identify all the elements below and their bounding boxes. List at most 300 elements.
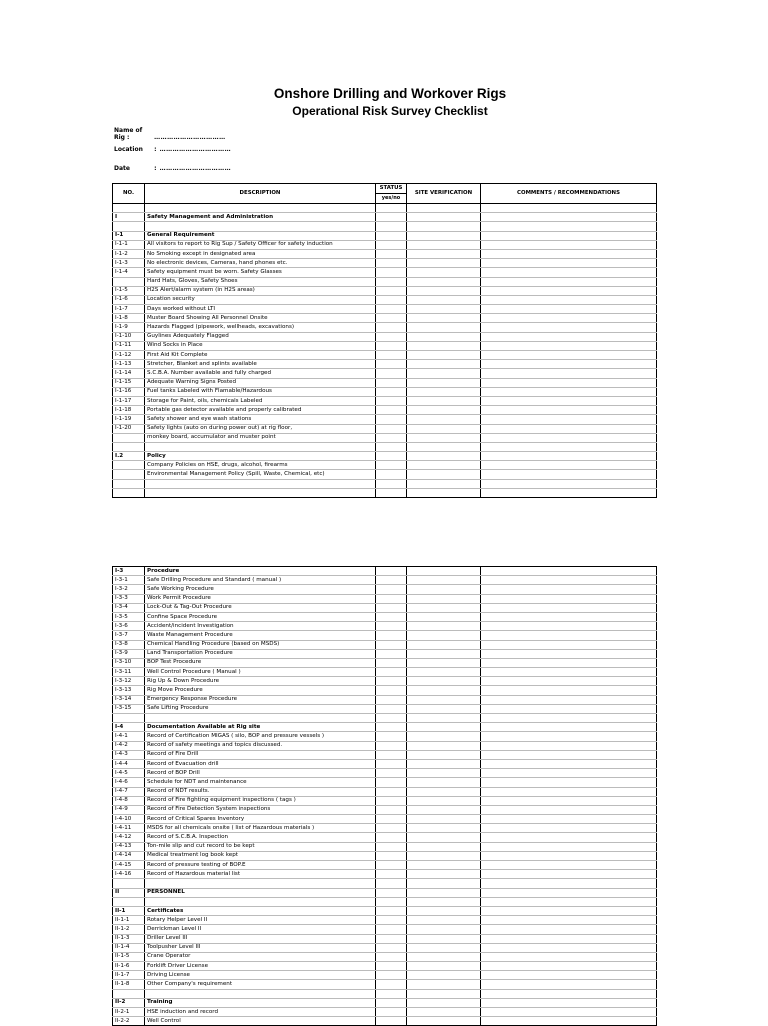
- comments-cell[interactable]: [481, 341, 657, 350]
- comments-cell[interactable]: [481, 470, 657, 479]
- row-number: I-3-4: [113, 603, 145, 612]
- site-verification-cell[interactable]: [407, 723, 481, 732]
- comments-cell[interactable]: [481, 231, 657, 240]
- field-value[interactable]: : ……………………………: [154, 165, 232, 172]
- comments-cell[interactable]: [481, 369, 657, 378]
- comments-cell[interactable]: [481, 796, 657, 805]
- comments-cell[interactable]: [481, 695, 657, 704]
- status-cell[interactable]: [376, 351, 407, 360]
- status-cell[interactable]: [376, 341, 407, 350]
- status-cell[interactable]: [376, 249, 407, 258]
- status-cell[interactable]: [376, 769, 407, 778]
- comments-cell[interactable]: [481, 1008, 657, 1017]
- status-cell[interactable]: [376, 640, 407, 649]
- site-verification-cell[interactable]: [407, 204, 481, 213]
- comments-cell[interactable]: [481, 962, 657, 971]
- status-cell[interactable]: [376, 612, 407, 621]
- status-cell[interactable]: [376, 925, 407, 934]
- site-verification-cell[interactable]: [407, 259, 481, 268]
- site-verification-cell[interactable]: [407, 870, 481, 879]
- status-cell[interactable]: [376, 998, 407, 1007]
- comments-cell[interactable]: [481, 943, 657, 952]
- site-verification-cell[interactable]: [407, 640, 481, 649]
- status-cell[interactable]: [376, 962, 407, 971]
- status-cell[interactable]: [376, 815, 407, 824]
- comments-cell[interactable]: [481, 567, 657, 576]
- table-row: [113, 351, 657, 360]
- comments-cell[interactable]: [481, 824, 657, 833]
- status-cell[interactable]: [376, 240, 407, 249]
- row-number: I-1-20: [113, 424, 145, 433]
- site-verification-cell[interactable]: [407, 989, 481, 998]
- table-row: [113, 732, 657, 741]
- site-verification-cell[interactable]: [407, 1008, 481, 1017]
- site-verification-cell[interactable]: [407, 612, 481, 621]
- status-cell[interactable]: [376, 943, 407, 952]
- row-number: I-3-5: [113, 612, 145, 621]
- comments-cell[interactable]: [481, 305, 657, 314]
- table-row: [113, 704, 657, 713]
- site-verification-cell[interactable]: [407, 962, 481, 971]
- site-verification-cell[interactable]: [407, 714, 481, 723]
- comments-cell[interactable]: [481, 980, 657, 989]
- site-verification-cell[interactable]: [407, 470, 481, 479]
- site-verification-cell[interactable]: [407, 943, 481, 952]
- table-row: [113, 980, 657, 989]
- status-cell[interactable]: [376, 277, 407, 286]
- row-description: Record of Evacuation drill: [145, 759, 376, 768]
- status-cell[interactable]: [376, 567, 407, 576]
- comments-cell[interactable]: [481, 240, 657, 249]
- table-row: [113, 741, 657, 750]
- site-verification-cell[interactable]: [407, 925, 481, 934]
- table-row: [113, 686, 657, 695]
- status-cell[interactable]: [376, 824, 407, 833]
- site-verification-cell[interactable]: [407, 341, 481, 350]
- row-number: I-3-3: [113, 594, 145, 603]
- table-row: [113, 249, 657, 258]
- status-cell[interactable]: [376, 424, 407, 433]
- row-description: Derrickman Level II: [145, 925, 376, 934]
- status-cell[interactable]: [376, 378, 407, 387]
- status-cell[interactable]: [376, 622, 407, 631]
- row-number: II-2: [113, 998, 145, 1007]
- comments-cell[interactable]: [481, 213, 657, 222]
- status-cell[interactable]: [376, 695, 407, 704]
- site-verification-cell[interactable]: [407, 759, 481, 768]
- site-verification-cell[interactable]: [407, 704, 481, 713]
- comments-cell[interactable]: [481, 360, 657, 369]
- status-cell[interactable]: [376, 314, 407, 323]
- site-verification-cell[interactable]: [407, 295, 481, 304]
- status-cell[interactable]: [376, 323, 407, 332]
- status-cell[interactable]: [376, 759, 407, 768]
- row-description: No Smoking except in designated area: [145, 249, 376, 258]
- header-no: NO.: [113, 184, 145, 204]
- comments-cell[interactable]: [481, 815, 657, 824]
- status-cell[interactable]: [376, 415, 407, 424]
- comments-cell[interactable]: [481, 406, 657, 415]
- status-cell[interactable]: [376, 1017, 407, 1026]
- comments-cell[interactable]: [481, 351, 657, 360]
- site-verification-cell[interactable]: [407, 750, 481, 759]
- field-value[interactable]: ……………………………: [154, 134, 226, 141]
- site-verification-cell[interactable]: [407, 778, 481, 787]
- status-cell[interactable]: [376, 677, 407, 686]
- table-row: [113, 971, 657, 980]
- status-cell[interactable]: [376, 259, 407, 268]
- comments-cell[interactable]: [481, 378, 657, 387]
- comments-cell[interactable]: [481, 314, 657, 323]
- site-verification-cell[interactable]: [407, 934, 481, 943]
- status-cell[interactable]: [376, 714, 407, 723]
- comments-cell[interactable]: [481, 778, 657, 787]
- comments-cell[interactable]: [481, 769, 657, 778]
- status-cell[interactable]: [376, 668, 407, 677]
- comments-cell[interactable]: [481, 750, 657, 759]
- table-row: [113, 934, 657, 943]
- row-number: [113, 433, 145, 442]
- status-cell[interactable]: [376, 916, 407, 925]
- table-row: [113, 332, 657, 341]
- site-verification-cell[interactable]: [407, 332, 481, 341]
- status-cell[interactable]: [376, 1008, 407, 1017]
- comments-cell[interactable]: [481, 396, 657, 405]
- site-verification-cell[interactable]: [407, 249, 481, 258]
- comments-cell[interactable]: [481, 952, 657, 961]
- comments-cell[interactable]: [481, 612, 657, 621]
- comments-cell[interactable]: [481, 649, 657, 658]
- comments-cell[interactable]: [481, 603, 657, 612]
- site-verification-cell[interactable]: [407, 769, 481, 778]
- status-cell[interactable]: [376, 488, 407, 497]
- row-description: Accident/incident Investigation: [145, 622, 376, 631]
- table-row: [113, 567, 657, 576]
- site-verification-cell[interactable]: [407, 286, 481, 295]
- status-cell[interactable]: [376, 231, 407, 240]
- status-cell[interactable]: [376, 732, 407, 741]
- site-verification-cell[interactable]: [407, 861, 481, 870]
- site-verification-cell[interactable]: [407, 442, 481, 451]
- site-verification-cell[interactable]: [407, 360, 481, 369]
- field-value[interactable]: : ……………………………: [154, 146, 232, 153]
- comments-cell[interactable]: [481, 989, 657, 998]
- status-cell[interactable]: [376, 750, 407, 759]
- site-verification-cell[interactable]: [407, 415, 481, 424]
- site-verification-cell[interactable]: [407, 686, 481, 695]
- status-cell[interactable]: [376, 585, 407, 594]
- comments-cell[interactable]: [481, 934, 657, 943]
- status-cell[interactable]: [376, 631, 407, 640]
- status-cell[interactable]: [376, 796, 407, 805]
- status-cell[interactable]: [376, 479, 407, 488]
- site-verification-cell[interactable]: [407, 479, 481, 488]
- status-cell[interactable]: [376, 934, 407, 943]
- site-verification-cell[interactable]: [407, 277, 481, 286]
- site-verification-cell[interactable]: [407, 594, 481, 603]
- site-verification-cell[interactable]: [407, 314, 481, 323]
- site-verification-cell[interactable]: [407, 851, 481, 860]
- comments-cell[interactable]: [481, 631, 657, 640]
- row-number: I-1-8: [113, 314, 145, 323]
- status-cell[interactable]: [376, 971, 407, 980]
- site-verification-cell[interactable]: [407, 658, 481, 667]
- site-verification-cell[interactable]: [407, 879, 481, 888]
- site-verification-cell[interactable]: [407, 998, 481, 1007]
- comments-cell[interactable]: [481, 805, 657, 814]
- row-number: I-3-1: [113, 576, 145, 585]
- status-cell[interactable]: [376, 461, 407, 470]
- comments-cell[interactable]: [481, 732, 657, 741]
- row-number: II-1-2: [113, 925, 145, 934]
- site-verification-cell[interactable]: [407, 231, 481, 240]
- status-cell[interactable]: [376, 879, 407, 888]
- status-cell[interactable]: [376, 360, 407, 369]
- comments-cell[interactable]: [481, 479, 657, 488]
- site-verification-cell[interactable]: [407, 668, 481, 677]
- site-verification-cell[interactable]: [407, 805, 481, 814]
- status-cell[interactable]: [376, 686, 407, 695]
- comments-cell[interactable]: [481, 658, 657, 667]
- table-row: [113, 259, 657, 268]
- site-verification-cell[interactable]: [407, 424, 481, 433]
- row-description: [145, 989, 376, 998]
- comments-cell[interactable]: [481, 424, 657, 433]
- row-description: Days worked without LTI: [145, 305, 376, 314]
- row-description: Record of Fire Detection System inspections: [145, 805, 376, 814]
- comments-cell[interactable]: [481, 488, 657, 497]
- status-cell[interactable]: [376, 906, 407, 915]
- comments-cell[interactable]: [481, 759, 657, 768]
- comments-cell[interactable]: [481, 833, 657, 842]
- site-verification-cell[interactable]: [407, 396, 481, 405]
- status-cell[interactable]: [376, 980, 407, 989]
- site-verification-cell[interactable]: [407, 351, 481, 360]
- site-verification-cell[interactable]: [407, 240, 481, 249]
- status-cell[interactable]: [376, 594, 407, 603]
- site-verification-cell[interactable]: [407, 833, 481, 842]
- row-description: Record of pressure testing of BOP.E: [145, 861, 376, 870]
- comments-cell[interactable]: [481, 222, 657, 231]
- row-description: [145, 204, 376, 213]
- status-cell[interactable]: [376, 286, 407, 295]
- row-description: BOP Test Procedure: [145, 658, 376, 667]
- comments-cell[interactable]: [481, 332, 657, 341]
- site-verification-cell[interactable]: [407, 741, 481, 750]
- comments-cell[interactable]: [481, 295, 657, 304]
- site-verification-cell[interactable]: [407, 649, 481, 658]
- site-verification-cell[interactable]: [407, 815, 481, 824]
- row-description: Toolpusher Level III: [145, 943, 376, 952]
- site-verification-cell[interactable]: [407, 1017, 481, 1026]
- site-verification-cell[interactable]: [407, 323, 481, 332]
- row-description: Safety equipment must be worn. Safety Glasses: [145, 268, 376, 277]
- site-verification-cell[interactable]: [407, 603, 481, 612]
- status-cell[interactable]: [376, 851, 407, 860]
- comments-cell[interactable]: [481, 640, 657, 649]
- row-description: No electronic devices, Cameras, hand phones etc.: [145, 259, 376, 268]
- site-verification-cell[interactable]: [407, 576, 481, 585]
- comments-cell[interactable]: [481, 677, 657, 686]
- comments-cell[interactable]: [481, 286, 657, 295]
- site-verification-cell[interactable]: [407, 433, 481, 442]
- comments-cell[interactable]: [481, 415, 657, 424]
- comments-cell[interactable]: [481, 916, 657, 925]
- status-cell[interactable]: [376, 452, 407, 461]
- status-cell[interactable]: [376, 888, 407, 897]
- status-cell[interactable]: [376, 387, 407, 396]
- table-row: [113, 925, 657, 934]
- site-verification-cell[interactable]: [407, 622, 481, 631]
- status-cell[interactable]: [376, 952, 407, 961]
- status-cell[interactable]: [376, 861, 407, 870]
- comments-cell[interactable]: [481, 704, 657, 713]
- status-cell[interactable]: [376, 295, 407, 304]
- comments-cell[interactable]: [481, 925, 657, 934]
- status-cell[interactable]: [376, 603, 407, 612]
- comments-cell[interactable]: [481, 971, 657, 980]
- comments-cell[interactable]: [481, 259, 657, 268]
- comments-cell[interactable]: [481, 741, 657, 750]
- comments-cell[interactable]: [481, 906, 657, 915]
- comments-cell[interactable]: [481, 622, 657, 631]
- comments-cell[interactable]: [481, 204, 657, 213]
- status-cell[interactable]: [376, 369, 407, 378]
- comments-cell[interactable]: [481, 576, 657, 585]
- header-status: [376, 184, 407, 204]
- site-verification-cell[interactable]: [407, 796, 481, 805]
- status-cell[interactable]: [376, 442, 407, 451]
- site-verification-cell[interactable]: [407, 952, 481, 961]
- row-description: [145, 879, 376, 888]
- table-row: [113, 668, 657, 677]
- status-cell[interactable]: [376, 470, 407, 479]
- status-cell[interactable]: [376, 649, 407, 658]
- status-cell[interactable]: [376, 805, 407, 814]
- status-cell[interactable]: [376, 842, 407, 851]
- comments-cell[interactable]: [481, 433, 657, 442]
- status-cell[interactable]: [376, 787, 407, 796]
- comments-cell[interactable]: [481, 686, 657, 695]
- status-cell[interactable]: [376, 406, 407, 415]
- status-cell[interactable]: [376, 213, 407, 222]
- site-verification-cell[interactable]: [407, 488, 481, 497]
- status-cell[interactable]: [376, 658, 407, 667]
- comments-cell[interactable]: [481, 723, 657, 732]
- site-verification-cell[interactable]: [407, 980, 481, 989]
- comments-cell[interactable]: [481, 585, 657, 594]
- row-number: II-1-6: [113, 962, 145, 971]
- status-cell[interactable]: [376, 989, 407, 998]
- status-cell[interactable]: [376, 576, 407, 585]
- comments-cell[interactable]: [481, 879, 657, 888]
- table-row: [113, 1008, 657, 1017]
- site-verification-cell[interactable]: [407, 378, 481, 387]
- site-verification-cell[interactable]: [407, 452, 481, 461]
- site-verification-cell[interactable]: [407, 897, 481, 906]
- comments-cell[interactable]: [481, 888, 657, 897]
- status-cell[interactable]: [376, 723, 407, 732]
- status-cell[interactable]: [376, 897, 407, 906]
- table-row: [113, 594, 657, 603]
- comments-cell[interactable]: [481, 998, 657, 1007]
- comments-cell[interactable]: [481, 861, 657, 870]
- row-number: II-1-7: [113, 971, 145, 980]
- row-number: [113, 470, 145, 479]
- status-cell[interactable]: [376, 433, 407, 442]
- status-cell[interactable]: [376, 870, 407, 879]
- status-cell[interactable]: [376, 268, 407, 277]
- comments-cell[interactable]: [481, 461, 657, 470]
- site-verification-cell[interactable]: [407, 842, 481, 851]
- row-description: H2S Alert/alarm system (in H2S areas): [145, 286, 376, 295]
- status-cell[interactable]: [376, 305, 407, 314]
- comments-cell[interactable]: [481, 442, 657, 451]
- comments-cell[interactable]: [481, 897, 657, 906]
- comments-cell[interactable]: [481, 594, 657, 603]
- row-description: Stretcher, Blanket and splints available: [145, 360, 376, 369]
- comments-cell[interactable]: [481, 277, 657, 286]
- comments-cell[interactable]: [481, 842, 657, 851]
- comments-cell[interactable]: [481, 249, 657, 258]
- comments-cell[interactable]: [481, 787, 657, 796]
- site-verification-cell[interactable]: [407, 387, 481, 396]
- comments-cell[interactable]: [481, 870, 657, 879]
- site-verification-cell[interactable]: [407, 369, 481, 378]
- site-verification-cell[interactable]: [407, 916, 481, 925]
- site-verification-cell[interactable]: [407, 222, 481, 231]
- status-cell[interactable]: [376, 332, 407, 341]
- status-cell[interactable]: [376, 204, 407, 213]
- site-verification-cell[interactable]: [407, 406, 481, 415]
- site-verification-cell[interactable]: [407, 268, 481, 277]
- status-cell[interactable]: [376, 833, 407, 842]
- site-verification-cell[interactable]: [407, 213, 481, 222]
- field-label: Location: [114, 146, 143, 153]
- site-verification-cell[interactable]: [407, 585, 481, 594]
- comments-cell[interactable]: [481, 452, 657, 461]
- site-verification-cell[interactable]: [407, 787, 481, 796]
- site-verification-cell[interactable]: [407, 888, 481, 897]
- comments-cell[interactable]: [481, 1017, 657, 1026]
- site-verification-cell[interactable]: [407, 567, 481, 576]
- status-cell[interactable]: [376, 741, 407, 750]
- row-number: I-4-5: [113, 769, 145, 778]
- comments-cell[interactable]: [481, 323, 657, 332]
- status-cell[interactable]: [376, 778, 407, 787]
- comments-cell[interactable]: [481, 387, 657, 396]
- site-verification-cell[interactable]: [407, 461, 481, 470]
- comments-cell[interactable]: [481, 668, 657, 677]
- site-verification-cell[interactable]: [407, 824, 481, 833]
- status-cell[interactable]: [376, 396, 407, 405]
- comments-cell[interactable]: [481, 268, 657, 277]
- site-verification-cell[interactable]: [407, 906, 481, 915]
- row-number: [113, 204, 145, 213]
- comments-cell[interactable]: [481, 851, 657, 860]
- comments-cell[interactable]: [481, 714, 657, 723]
- row-description: First Aid Kit Complete: [145, 351, 376, 360]
- row-description: Safety lights (auto on during power out) at rig floor,: [145, 424, 376, 433]
- site-verification-cell[interactable]: [407, 695, 481, 704]
- site-verification-cell[interactable]: [407, 971, 481, 980]
- site-verification-cell[interactable]: [407, 732, 481, 741]
- site-verification-cell[interactable]: [407, 305, 481, 314]
- site-verification-cell[interactable]: [407, 677, 481, 686]
- site-verification-cell[interactable]: [407, 631, 481, 640]
- status-cell[interactable]: [376, 222, 407, 231]
- status-cell[interactable]: [376, 704, 407, 713]
